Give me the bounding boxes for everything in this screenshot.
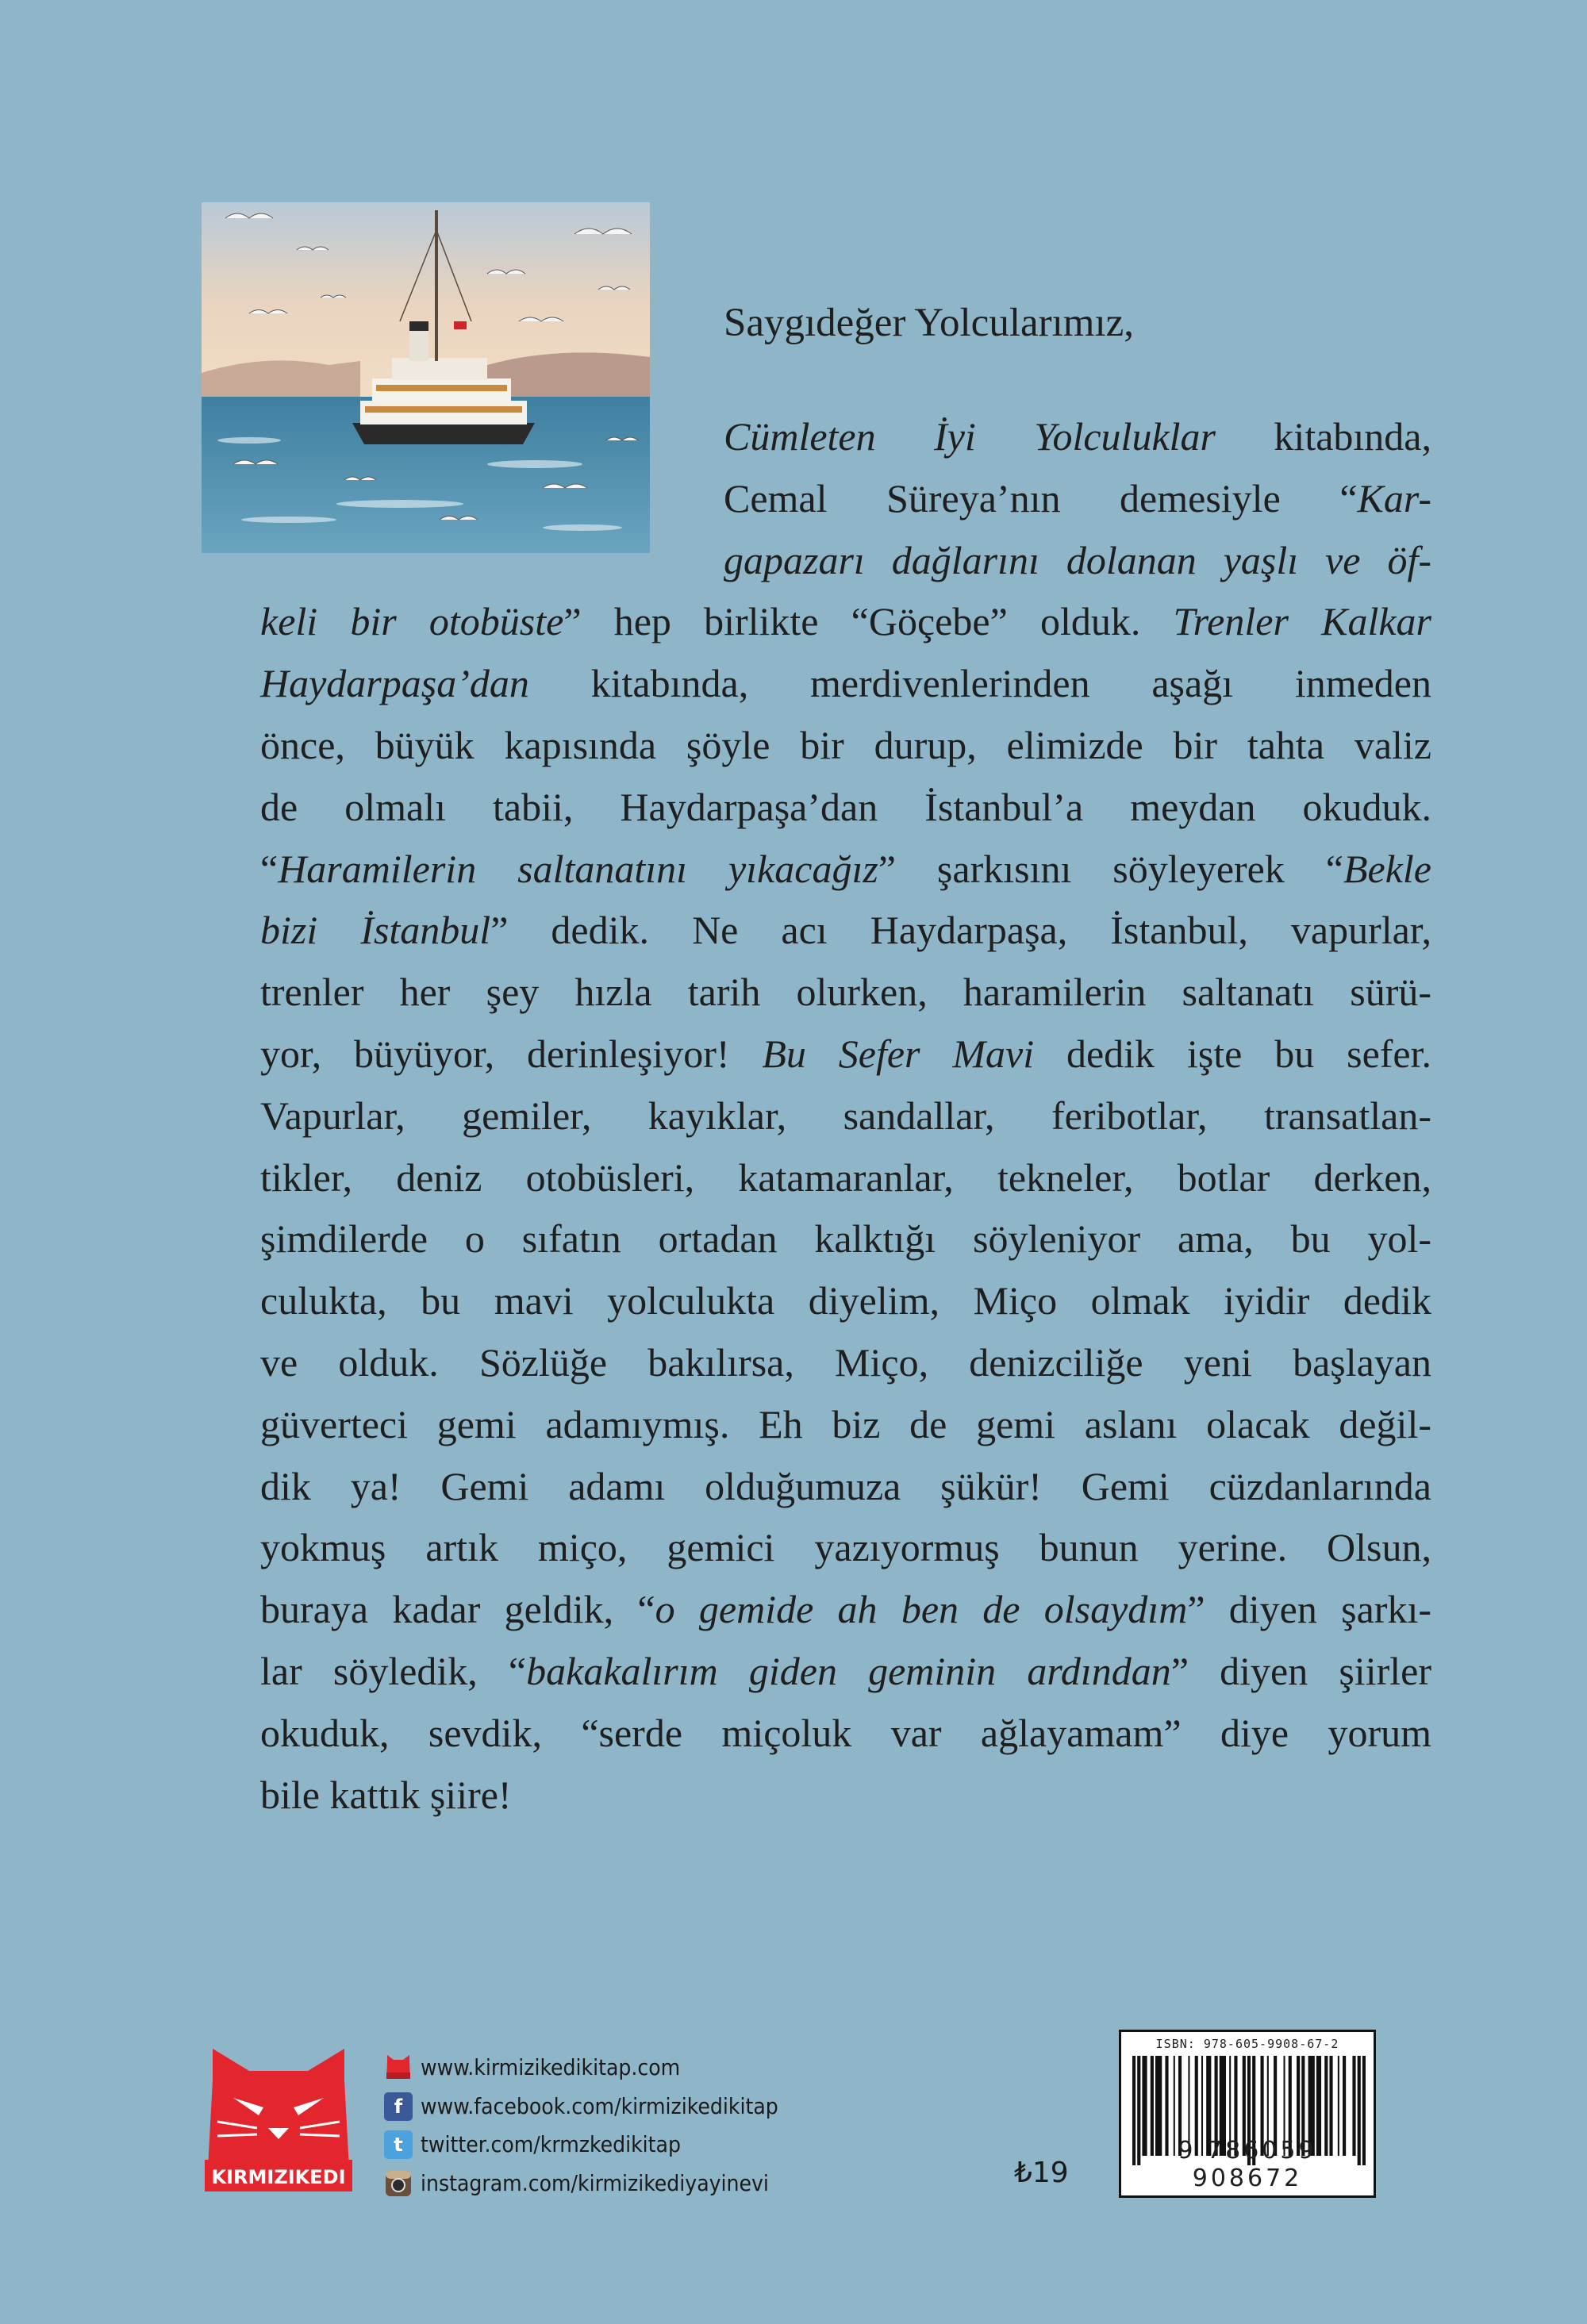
contact-text: instagram.com/kirmizikediyayinevi: [421, 2169, 769, 2196]
text-line: okuduk, sevdik, “serde miçoluk var ağlayamam” diye yorum: [260, 1710, 1431, 1755]
contact-twitter[interactable]: [384, 2126, 778, 2165]
contact-text: www.kirmizikedikitap.com: [421, 2054, 681, 2080]
text-line: Haydarpaşa’dan kitabında, merdivenlerinden aşağı inmeden: [260, 661, 1431, 706]
contact-text: www.facebook.com/kirmizikedikitap: [421, 2092, 778, 2119]
text-line: tikler, deniz otobüsleri, katamaranlar, tekneler, botlar derken,: [260, 1154, 1431, 1200]
isbn-digits: 9 786059 908672: [1178, 2137, 1317, 2192]
text-line: Vapurlar, gemiler, kayıklar, sandallar, feribotlar, transatlan-: [260, 1093, 1431, 1138]
text-line: keli bir otobüste” hep birlikte “Göçebe” olduk. Trenler Kalkar: [260, 599, 1431, 644]
text-line: de olmalı tabii, Haydarpaşa’dan İstanbul’a meydan okuduk.: [260, 784, 1431, 829]
text-line: bile kattık şiire!: [260, 1772, 512, 1817]
text-line: güverteci gemi adamıymış. Eh biz de gemi aslanı olacak değil-: [260, 1401, 1431, 1446]
back-cover-text: [260, 406, 1431, 1826]
publisher-contacts: [384, 2049, 778, 2203]
text-line: trenler her şey hızla tarih olurken, haramilerin saltanatı sürü-: [260, 970, 1431, 1015]
facebook-icon: f: [384, 2092, 413, 2121]
greeting: Saygıdeğer Yolcularımız,: [724, 301, 1134, 345]
kirmizikedi-icon: [384, 2053, 413, 2082]
text-line: yokmuş artık miço, gemici yazıyormuş bunun yerine. Olsun,: [260, 1525, 1431, 1570]
text-line: “Haramilerin saltanatını yıkacağız” şarkısını söyleyerek “Bekle: [260, 846, 1431, 891]
text-line: Cümleten İyi Yolculuklar kitabında,: [724, 414, 1431, 459]
kirmizikedi-logo: [202, 2049, 355, 2195]
text-line: önce, büyük kapısında şöyle bir durup, elimizde bir tahta valiz: [260, 722, 1431, 767]
isbn-label: ISBN: 978-605-9908-67-2: [1155, 2037, 1339, 2051]
isbn-barcode: [1119, 2030, 1376, 2198]
text-line: ve olduk. Sözlüğe bakılırsa, Miço, denizciliğe yeni başlayan: [260, 1339, 1431, 1385]
logo-text: KIRMIZIKEDI: [211, 2166, 346, 2188]
text-line: şimdilerde o sıfatın ortadan kalktığı söyleniyor ama, bu yol-: [260, 1216, 1431, 1262]
contact-facebook[interactable]: [384, 2088, 778, 2126]
instagram-icon: [384, 2169, 413, 2198]
text-line: gapazarı dağlarını dolanan yaşlı ve öf-: [724, 537, 1431, 582]
text-line: Cemal Süreya’nın demesiyle “Kar-: [724, 475, 1431, 520]
twitter-icon: t: [384, 2130, 413, 2159]
contact-instagram[interactable]: [384, 2165, 778, 2203]
text-line: buraya kadar geldik, “o gemide ah ben de olsaydım” diyen şarkı-: [260, 1587, 1431, 1632]
text-line: lar söyledik, “bakakalırım giden geminin ardından” diyen şiirler: [260, 1648, 1431, 1693]
text-line: yor, büyüyor, derinleşiyor! Bu Sefer Mavi dedik işte bu sefer.: [260, 1031, 1431, 1076]
price: ₺19: [1014, 2157, 1069, 2189]
text-line: bizi İstanbul” dedik. Ne acı Haydarpaşa, İstanbul, vapurlar,: [260, 908, 1431, 953]
contact-website[interactable]: [384, 2049, 778, 2088]
text-line: dik ya! Gemi adamı olduğumuza şükür! Gemi cüzdanlarında: [260, 1463, 1431, 1508]
contact-text: twitter.com/krmzkedikitap: [421, 2131, 681, 2157]
text-line: culukta, bu mavi yolculukta diyelim, Miço olmak iyidir dedik: [260, 1278, 1431, 1323]
